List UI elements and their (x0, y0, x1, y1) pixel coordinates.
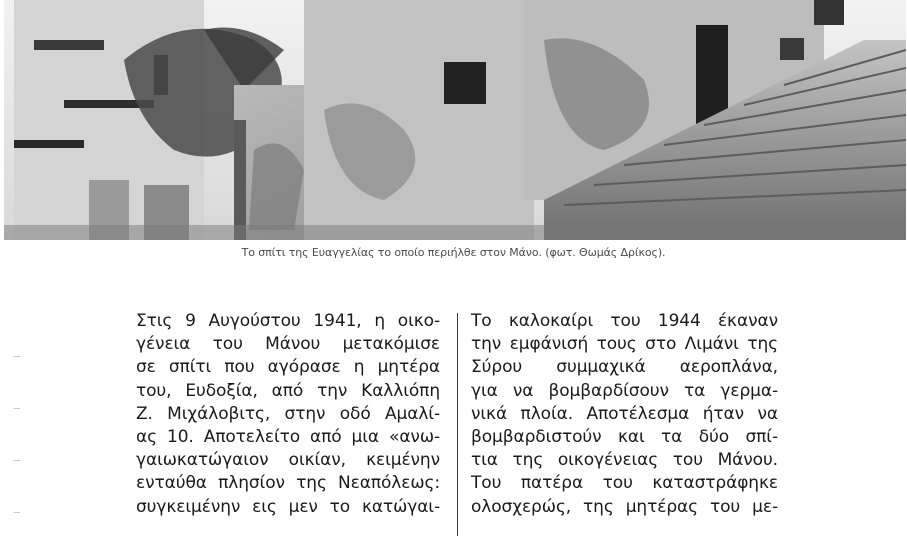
photo-caption: Το σπίτι της Ευαγγελίας το οποίο περιήλθε στον Μάνο. (φωτ. Θωμάς Δρίκος). (241, 246, 666, 259)
text-line: Ζ. Μιχάλοβιτς, στην οδό Αμαλί- (136, 403, 440, 424)
text-line: γαιωκατώγαιον οικίαν, κειμένην (136, 450, 440, 471)
left-text-column (136, 310, 440, 519)
text-line: γένεια του Μάνου μετακόμισε (136, 334, 440, 355)
column-divider (457, 313, 458, 536)
text-line: Το καλοκαίρι του 1944 έκαναν (471, 311, 778, 331)
text-line: τια της οικογένειας του Μάνου. (471, 450, 778, 471)
text-line: Σύρου συμμαχικά αεροπλάνα, (471, 357, 778, 378)
text-line: σε σπίτι που αγόρασε η μητέρα (136, 357, 440, 378)
text-line: την εμφάνισή τους στο Λιμάνι της (471, 334, 778, 355)
text-line: Στις 9 Αυγούστου 1941, η οικο- (136, 311, 440, 331)
text-line: ενταύθα πλησίον της Νεαπόλεως: (136, 473, 440, 494)
right-text-column (471, 310, 778, 519)
text-line: ας 10. Αποτελείτο από μια «ανω- (136, 427, 440, 448)
text-line: νικά πλοία. Αποτέλεσμα ήταν να (471, 403, 778, 424)
text-line: για να βομβαρδίσουν τα γερμα- (471, 380, 778, 401)
text-line: συγκειμένην εις μεν το κατώγαι- (136, 496, 440, 517)
text-line: Του πατέρα του καταστράφηκε (471, 473, 778, 494)
text-line: ολοσχερώς, της μητέρας του με- (471, 496, 778, 517)
building-photo (4, 0, 906, 240)
text-line: του, Ευδοξία, από την Καλλιόπη (136, 380, 440, 401)
photo-illustration (4, 0, 906, 240)
text-line: βομβαρδιστούν και τα δύο σπί- (471, 427, 778, 448)
